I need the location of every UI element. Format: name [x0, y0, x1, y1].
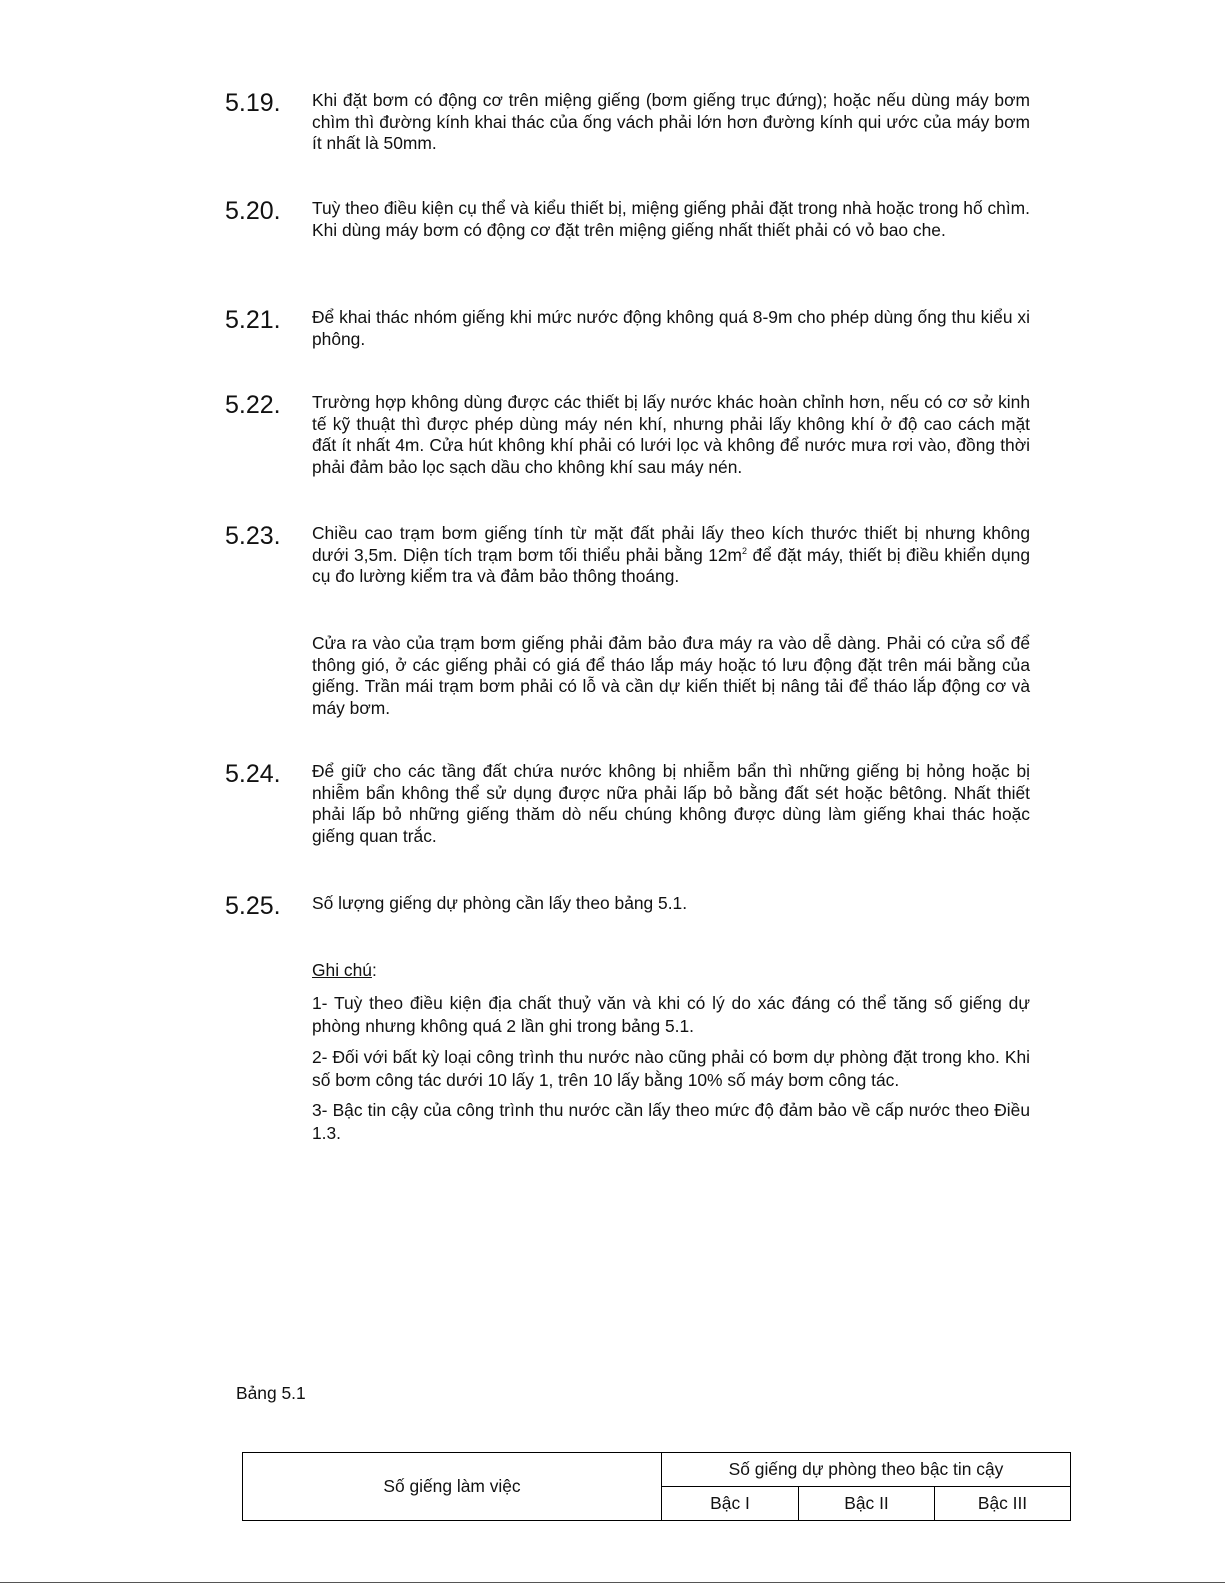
col-header-working-wells: Số giếng làm việc — [243, 1453, 662, 1521]
clause-text-part: Chiều cao trạm bơm giếng tính từ mặt đất phải lấy theo kích thước thiết bị nhưng không dưới 3,5m. Diện tích trạm bơm tối thiểu phải bằng 12m — [312, 523, 1030, 565]
clause-text: Trường hợp không dùng được các thiết bị lấy nước khác hoàn chỉnh hơn, nếu có cơ sở kinh tế kỹ thuật thì được phép dùng máy nén khí, nhưng phải lấy không khí ở độ cao cách mặt đất ít nhất 4m. Cửa hút không khí phải có lưới lọc và không để nước mưa rơi vào, đồng thời phải đảm bảo lọc sạch dầu cho không khí sau máy nén. — [312, 392, 1030, 477]
clause-number: 5.25. — [225, 892, 281, 920]
notes-title-colon: : — [371, 960, 377, 980]
clause-number: 5.22. — [225, 391, 281, 419]
clause-continuation: Cửa ra vào của trạm bơm giếng phải đảm bảo đưa máy ra vào dễ dàng. Phải có cửa sổ để thông gió, ở các giếng phải có giá để tháo lắp máy hoặc tó lưu động đặt trên mái bằng của giếng. Trần mái trạm bơm phải có lỗ và cần dự kiến thiết bị nâng tải để tháo lắp động cơ và máy bơm. — [312, 633, 1030, 718]
clause-number: 5.19. — [225, 89, 281, 117]
col-header-level-1: Bậc I — [662, 1487, 799, 1521]
note-item: 2- Đối với bất kỳ loại công trình thu nước nào cũng phải có bơm dự phòng đặt trong kho. Khi số bơm công tác dưới 10 lấy 1, trên 10 lấy bằng 10% số máy bơm công tác. — [312, 1047, 1030, 1090]
superscript: 2 — [742, 545, 748, 556]
clause-text: Số lượng giếng dự phòng cần lấy theo bảng 5.1. — [312, 893, 688, 913]
page-bottom-rule — [0, 1582, 1225, 1583]
col-header-level-2: Bậc II — [799, 1487, 935, 1521]
notes-title-text: Ghi chú — [312, 960, 372, 980]
clause-text: Khi đặt bơm có động cơ trên miệng giếng (bơm giếng trục đứng); hoặc nếu dùng máy bơm chìm thì đường kính khai thác của ống vách phải lớn hơn đường kính qui ước của máy bơm ít nhất là 50mm. — [312, 90, 1030, 153]
clause-text: Tuỳ theo điều kiện cụ thể và kiểu thiết bị, miệng giếng phải đặt trong nhà hoặc trong hố chìm. Khi dùng máy bơm có động cơ đặt trên miệng giếng nhất thiết phải có vỏ bao che. — [312, 198, 1030, 240]
table-caption: Bảng 5.1 — [236, 1383, 306, 1403]
clause-text-part: để đặt máy, thiết bị điều khiển dụng cụ đo lường kiểm tra và đảm bảo thông thoáng. — [312, 544, 1030, 586]
note-item: 1- Tuỳ theo điều kiện địa chất thuỷ văn và khi có lý do xác đáng có thể tăng số giếng dự phòng nhưng không quá 2 lần ghi trong bảng 5.1. — [312, 993, 1030, 1036]
col-header-level-3: Bậc III — [935, 1487, 1071, 1521]
clause-number: 5.23. — [225, 522, 281, 550]
clause-number: 5.21. — [225, 306, 281, 334]
clause-number: 5.20. — [225, 197, 281, 225]
col-header-group: Số giếng dự phòng theo bậc tin cậy — [662, 1453, 1071, 1487]
clause-text: Để giữ cho các tầng đất chứa nước không bị nhiễm bẩn thì những giếng bị hỏng hoặc bị nhiễm bẩn không thể sử dụng được nữa phải lấp bỏ bằng đất sét hoặc bêtông. Nhất thiết phải lấp bỏ những giếng thăm dò nếu chúng không được dùng làm giếng khai thác hoặc giếng quan trắc. — [312, 761, 1030, 846]
backup-wells-table — [242, 1452, 1071, 1521]
notes-title — [312, 960, 377, 981]
note-item: 3- Bậc tin cậy của công trình thu nước cần lấy theo mức độ đảm bảo về cấp nước theo Điều 1.3. — [312, 1100, 1030, 1143]
clause-text: Để khai thác nhóm giếng khi mức nước động không quá 8-9m cho phép dùng ống thu kiểu xi phông. — [312, 307, 1030, 349]
clause-text — [312, 523, 1030, 588]
clause-number: 5.24. — [225, 760, 281, 788]
